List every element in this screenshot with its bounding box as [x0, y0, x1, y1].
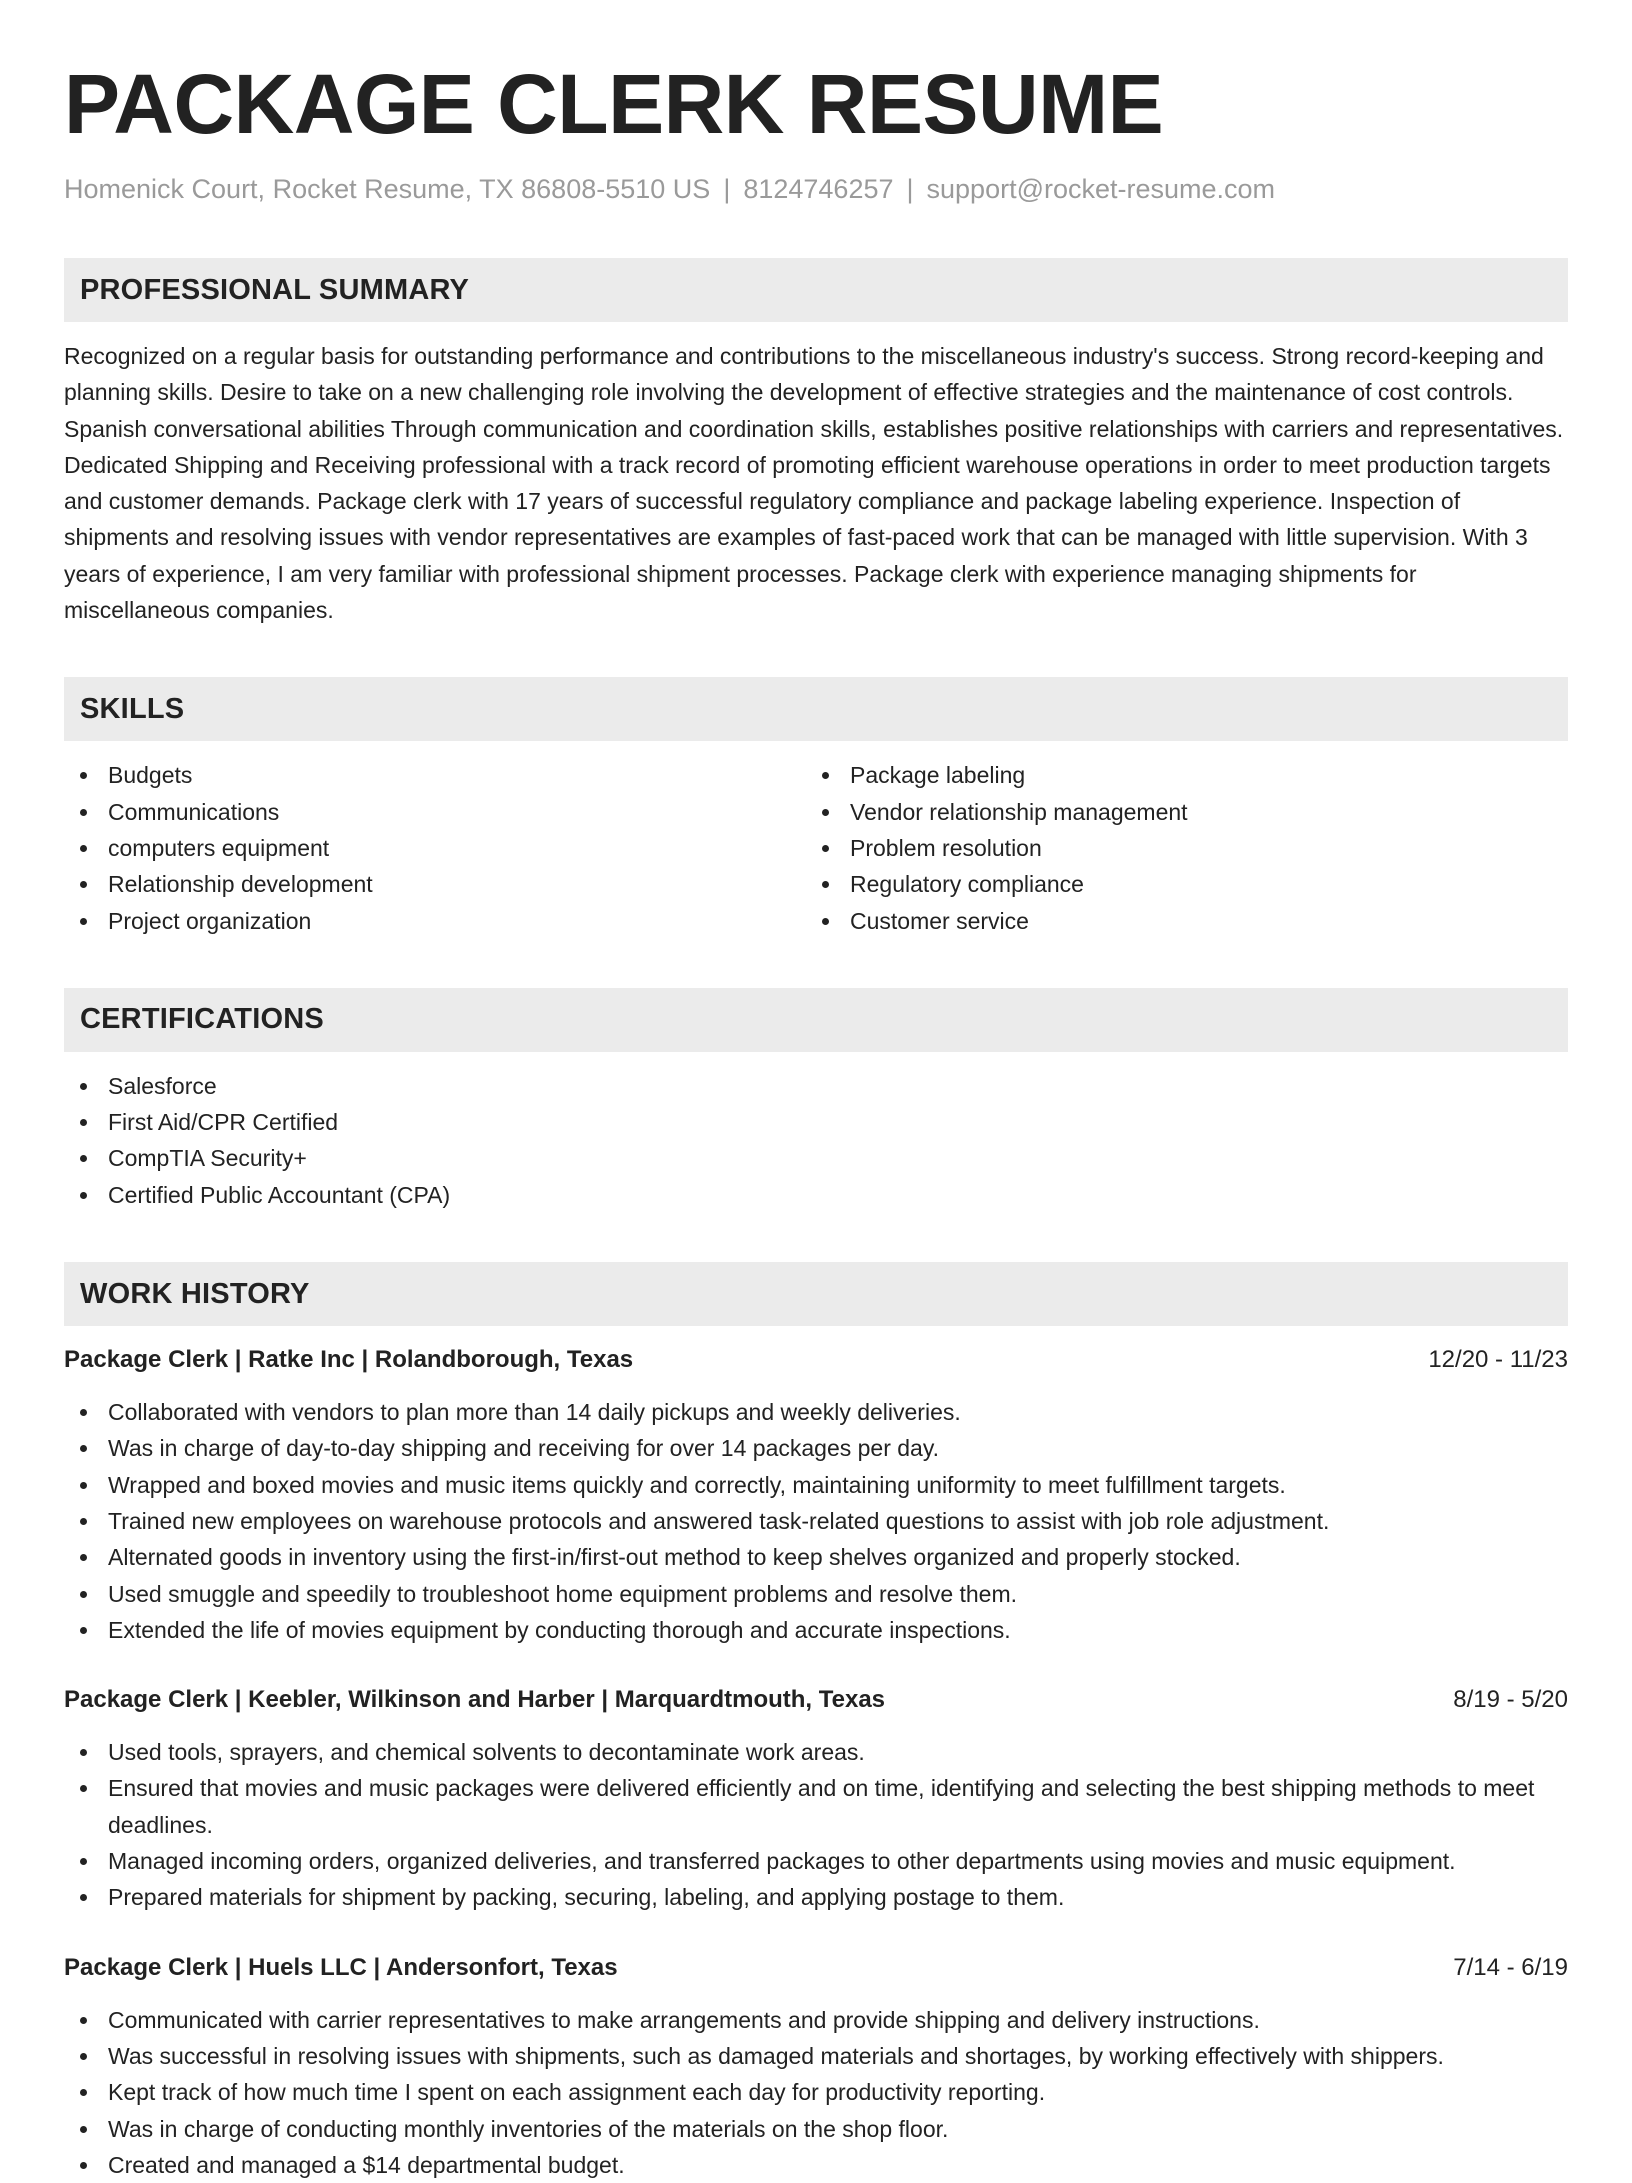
certification-item: First Aid/CPR Certified	[64, 1104, 1568, 1140]
contact-line	[64, 172, 1568, 206]
contact-phone: 8124746257	[743, 174, 894, 204]
skill-item: Regulatory compliance	[806, 866, 1548, 902]
job-title: Package Clerk | Keebler, Wilkinson and Harber | Marquardtmouth, Texas	[64, 1686, 886, 1714]
contact-separator: |	[723, 174, 731, 204]
skill-item: Vendor relationship management	[806, 794, 1548, 830]
work-history-heading: WORK HISTORY	[64, 1262, 1568, 1326]
certification-item: CompTIA Security+	[64, 1140, 1568, 1176]
contact-email: support@rocket-resume.com	[926, 174, 1276, 204]
certification-item: Certified Public Accountant (CPA)	[64, 1177, 1568, 1213]
job-bullet: Was successful in resolving issues with shipments, such as damaged materials and shortages, by working effectively with shippers.	[64, 2038, 1568, 2074]
job-title: Package Clerk | Ratke Inc | Rolandborough, Texas	[64, 1346, 634, 1374]
job-bullet: Managed incoming orders, organized deliveries, and transferred packages to other departments using movies and music equipment.	[64, 1843, 1568, 1879]
skills-columns	[64, 757, 1568, 938]
job-bullet: Collaborated with vendors to plan more than 14 daily pickups and weekly deliveries.	[64, 1394, 1568, 1430]
summary-heading: PROFESSIONAL SUMMARY	[64, 258, 1568, 322]
job-bullet: Communicated with carrier representatives to make arrangements and provide shipping and delivery instructions.	[64, 2002, 1568, 2038]
skill-item: Customer service	[806, 903, 1548, 939]
certifications-list	[64, 1068, 1568, 1213]
job-bullet: Used smuggle and speedily to troubleshoot home equipment problems and resolve them.	[64, 1576, 1568, 1612]
skill-item: Relationship development	[64, 866, 806, 902]
job-bullet: Alternated goods in inventory using the first-in/first-out method to keep shelves organized and properly stocked.	[64, 1539, 1568, 1575]
resume-title: PACKAGE CLERK RESUME	[64, 57, 1164, 151]
job-bullet: Kept track of how much time I spent on each assignment each day for productivity reporting.	[64, 2074, 1568, 2110]
job-bullet: Created and managed a $14 departmental budget.	[64, 2147, 1568, 2183]
certifications-heading: CERTIFICATIONS	[64, 988, 1568, 1052]
job-dates: 12/20 - 11/23	[1428, 1346, 1568, 1374]
skill-item: Budgets	[64, 757, 806, 793]
job-dates: 7/14 - 6/19	[1453, 1953, 1568, 1981]
skill-item: Communications	[64, 794, 806, 830]
resume-page	[64, 50, 1568, 2183]
job-bullets	[64, 2002, 1568, 2183]
job-bullet: Trained new employees on warehouse protocols and answered task-related questions to assist with job role adjustment.	[64, 1503, 1568, 1539]
skill-item: computers equipment	[64, 830, 806, 866]
job-bullets	[64, 1734, 1568, 1915]
job-bullet: Ensured that movies and music packages were delivered efficiently and on time, identifying and selecting the best shipping methods to meet deadlines.	[64, 1770, 1568, 1843]
job-header	[64, 1950, 1568, 1986]
skill-item: Package labeling	[806, 757, 1548, 793]
job-bullet: Wrapped and boxed movies and music items quickly and correctly, maintaining uniformity to meet fulfillment targets.	[64, 1467, 1568, 1503]
skill-item: Problem resolution	[806, 830, 1548, 866]
job-bullets	[64, 1394, 1568, 1648]
job-bullet: Was in charge of conducting monthly inventories of the materials on the shop floor.	[64, 2111, 1568, 2147]
skill-item: Project organization	[64, 903, 806, 939]
job-title: Package Clerk | Huels LLC | Andersonfort, Texas	[64, 1953, 618, 1981]
job-bullet: Was in charge of day-to-day shipping and receiving for over 14 packages per day.	[64, 1430, 1568, 1466]
skills-heading: SKILLS	[64, 677, 1568, 741]
skills-left-list	[64, 757, 806, 938]
skills-right-list	[806, 757, 1548, 938]
job-bullet: Used tools, sprayers, and chemical solvents to decontaminate work areas.	[64, 1734, 1568, 1770]
contact-address: Homenick Court, Rocket Resume, TX 86808-5510 US	[64, 174, 711, 204]
job-header	[64, 1342, 1568, 1378]
job-dates: 8/19 - 5/20	[1453, 1686, 1568, 1714]
contact-separator: |	[906, 174, 914, 204]
job-bullet: Prepared materials for shipment by packing, securing, labeling, and applying postage to them.	[64, 1879, 1568, 1915]
job-bullet: Extended the life of movies equipment by conducting thorough and accurate inspections.	[64, 1612, 1568, 1648]
certification-item: Salesforce	[64, 1068, 1568, 1104]
job-header	[64, 1682, 1568, 1718]
summary-text: Recognized on a regular basis for outstanding performance and contributions to the miscellaneous industry's success. Strong record-keeping and planning skills. Desire to take on a new challenging role involving the development of effective strategies and the maintenance of cost controls. Spanish conversational abilities Through communication and coordination skills, establishes positive relationships with carriers and representatives. Dedicated Shipping and Receiving professional with a track record of promoting efficient warehouse operations in order to meet production targets and customer demands. Package clerk with 17 years of successful regulatory compliance and package labeling experience. Inspection of shipments and resolving issues with vendor representatives are examples of fast-paced work that can be managed with little supervision. With 3 years of experience, I am very familiar with professional shipment processes. Package clerk with experience managing shipments for miscellaneous companies.	[64, 343, 1564, 624]
